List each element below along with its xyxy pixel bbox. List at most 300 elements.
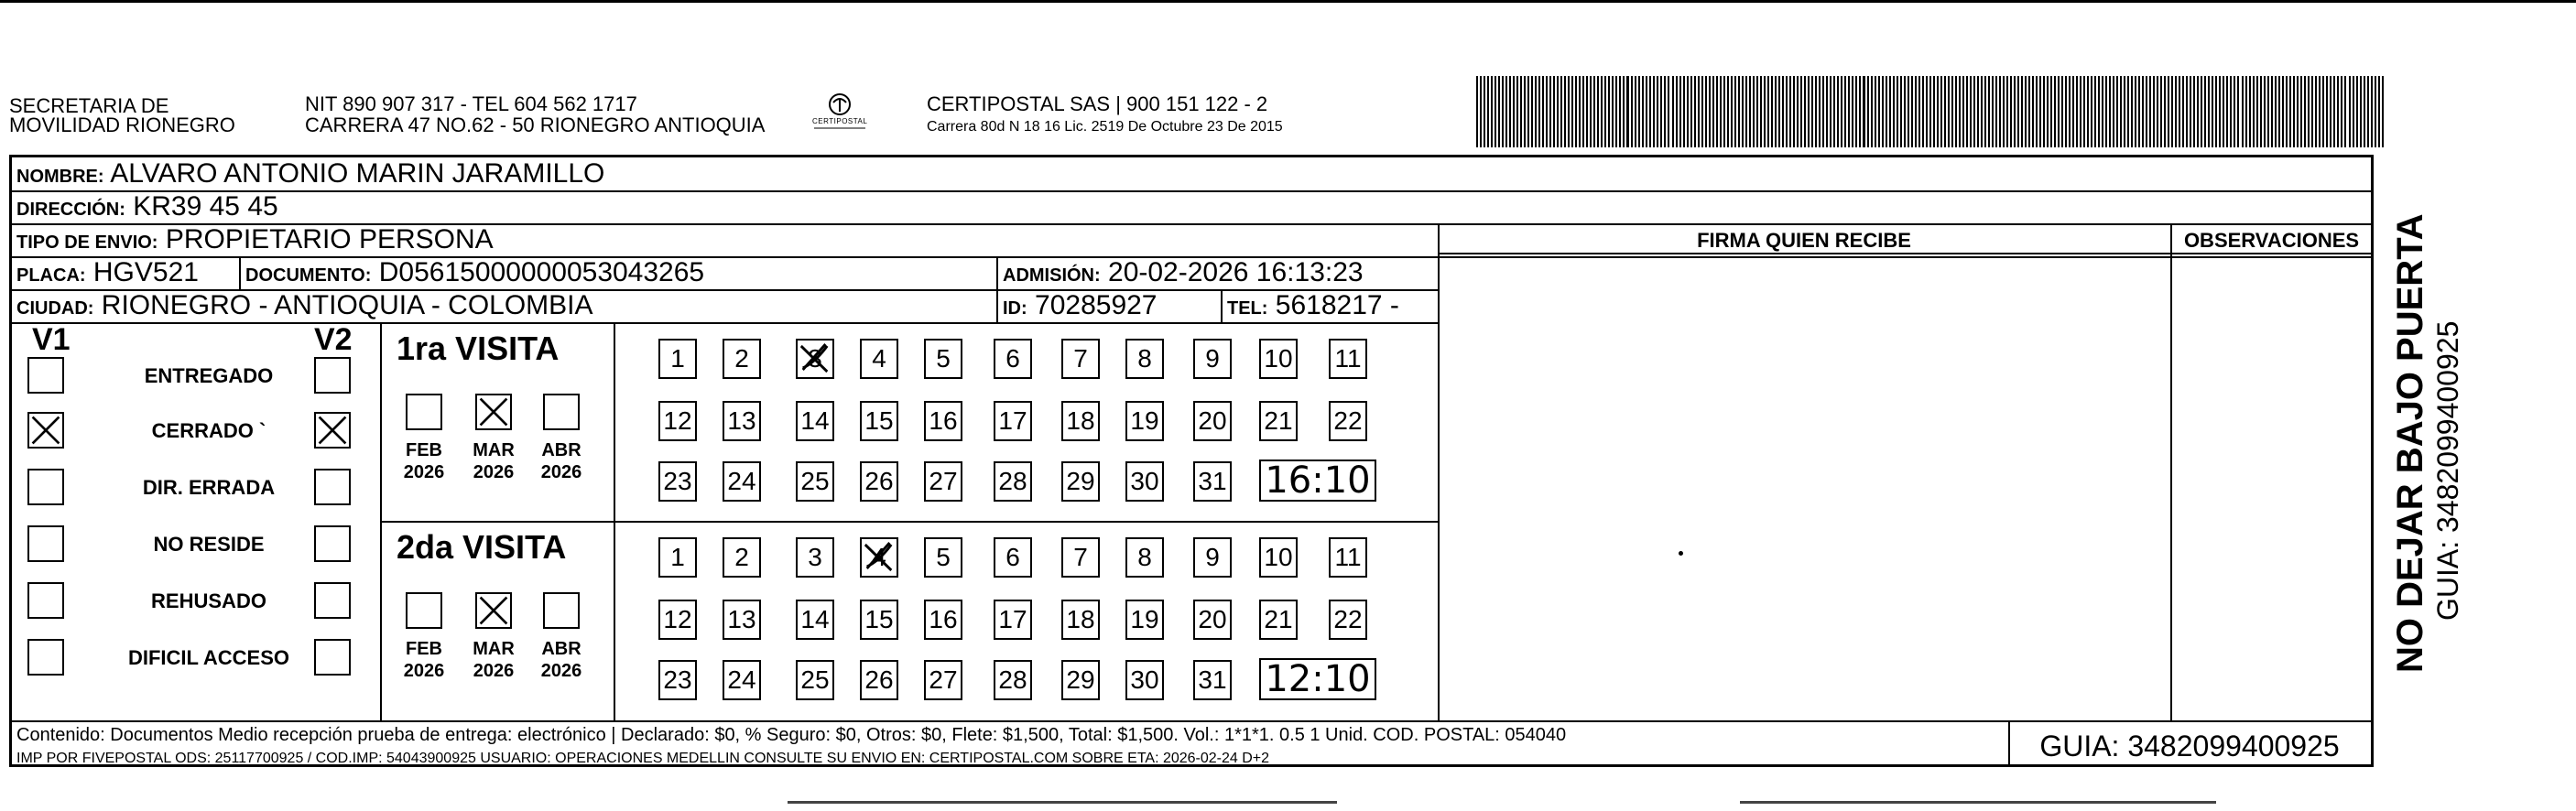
- month-checkbox[interactable]: [543, 592, 580, 629]
- day-box[interactable]: [1329, 401, 1367, 441]
- admision-label: ADMISIÓN:: [1003, 265, 1101, 286]
- barcode-bar: [2061, 76, 2063, 147]
- v1-checkbox[interactable]: [27, 639, 64, 676]
- month-checkbox[interactable]: [406, 394, 442, 430]
- barcode-bar: [1712, 76, 1714, 147]
- barcode-bar: [2102, 76, 2103, 147]
- org-name-line1: SECRETARIA DE: [9, 94, 169, 117]
- barcode-bar: [1553, 76, 1555, 147]
- ciudad-cell: [16, 291, 593, 323]
- barcode-bar: [2215, 76, 2217, 147]
- v1-checkbox[interactable]: [27, 469, 64, 505]
- v2-checkbox[interactable]: [314, 639, 351, 676]
- barcode-bar: [2127, 76, 2129, 147]
- day-box[interactable]: [723, 339, 761, 379]
- barcode-bar: [2201, 76, 2202, 147]
- day-number: 6: [1005, 543, 1020, 571]
- day-number: 11: [1334, 543, 1362, 571]
- barcode-bar: [2160, 76, 2162, 147]
- day-number: 3: [808, 344, 822, 373]
- day-box[interactable]: [723, 461, 761, 502]
- barcode-bar: [1660, 76, 1662, 147]
- barcode-bar: [1886, 76, 1887, 147]
- month-name: FEB: [406, 440, 442, 460]
- barcode-bar: [1657, 76, 1658, 147]
- barcode-bar: [1900, 76, 1902, 147]
- v1-checkbox[interactable]: [27, 357, 64, 394]
- direccion-row: [16, 192, 278, 224]
- firma-header: FIRMA QUIEN RECIBE: [1697, 229, 1911, 252]
- barcode-bar: [2186, 76, 2188, 147]
- day-number: 1: [670, 543, 685, 571]
- day-number: 24: [727, 467, 756, 495]
- barcode-bar: [1760, 76, 1762, 147]
- barcode-bar: [2271, 76, 2273, 147]
- day-box[interactable]: [723, 600, 761, 640]
- day-number: 19: [1130, 406, 1159, 435]
- v1-checkbox[interactable]: [27, 582, 64, 619]
- barcode-bar: [1808, 76, 1810, 147]
- barcode-bar: [2168, 76, 2169, 147]
- barcode-bar: [1977, 76, 1979, 147]
- observaciones-area[interactable]: [2173, 254, 2370, 719]
- day-number: 2: [734, 344, 749, 373]
- barcode-bar: [2039, 76, 2041, 147]
- barcode-bar: [1859, 76, 1861, 147]
- x-mark-icon: [316, 414, 349, 447]
- barcode-bar: [1560, 76, 1562, 147]
- barcode-bar: [1549, 76, 1551, 147]
- barcode-bar: [2113, 76, 2114, 147]
- day-number: 6: [1005, 344, 1020, 373]
- v2-checkbox[interactable]: [314, 469, 351, 505]
- barcode-bar: [2330, 76, 2331, 147]
- placa-cell: [16, 258, 199, 290]
- day-box[interactable]: [796, 537, 834, 578]
- barcode-bar: [1889, 76, 1891, 147]
- placa-value: HGV521: [92, 257, 199, 287]
- day-box[interactable]: [994, 401, 1032, 441]
- barcode-bar: [1837, 76, 1839, 147]
- handwritten-time: 16:10: [1259, 460, 1376, 502]
- day-number: 1: [670, 344, 685, 373]
- barcode-bar: [1586, 76, 1588, 147]
- barcode-bar: [2344, 76, 2346, 147]
- v1-checkbox[interactable]: [27, 525, 64, 562]
- barcode-bar: [1742, 76, 1744, 147]
- barcode-bar: [2242, 76, 2244, 147]
- day-box[interactable]: [860, 339, 898, 379]
- barcode-bar: [1531, 76, 1533, 147]
- day-number: 28: [998, 467, 1027, 495]
- day-box[interactable]: [1193, 339, 1232, 379]
- day-number: 9: [1205, 543, 1220, 571]
- barcode-bar: [1635, 76, 1636, 147]
- v1-checkbox[interactable]: [27, 412, 64, 449]
- visit-title: 1ra VISITA: [397, 330, 560, 367]
- barcode-bar: [1646, 76, 1647, 147]
- barcode-bar: [2069, 76, 2071, 147]
- day-box[interactable]: [658, 660, 697, 700]
- day-box[interactable]: [924, 537, 962, 578]
- day-number: 30: [1130, 665, 1159, 694]
- barcode-bar: [1727, 76, 1729, 147]
- barcode-bar: [2124, 76, 2125, 147]
- barcode-bar: [2109, 76, 2111, 147]
- barcode-bar: [1502, 76, 1504, 147]
- day-box[interactable]: [1193, 401, 1232, 441]
- ciudad-label: CIUDAD:: [16, 298, 94, 319]
- barcode-bar: [1668, 76, 1669, 147]
- barcode-bar: [1911, 76, 1913, 147]
- day-box[interactable]: [1193, 461, 1232, 502]
- barcode-bar: [2260, 76, 2262, 147]
- bottom-edge-line: [1740, 801, 2216, 804]
- barcode-bar: [2286, 76, 2288, 147]
- day-box[interactable]: [658, 537, 697, 578]
- barcode-bar: [1524, 76, 1526, 147]
- day-number: 12: [663, 605, 692, 633]
- month-checkbox[interactable]: [406, 592, 442, 629]
- barcode-bar: [1538, 76, 1540, 147]
- day-box[interactable]: [860, 401, 898, 441]
- nombre-label: NOMBRE:: [16, 167, 104, 187]
- day-number: 18: [1066, 406, 1095, 435]
- day-box[interactable]: [1125, 401, 1164, 441]
- barcode-bar: [2264, 76, 2266, 147]
- v2-header: V2: [314, 322, 353, 357]
- observaciones-header: OBSERVACIONES: [2183, 229, 2360, 252]
- barcode-bar: [1959, 76, 1961, 147]
- day-number: 28: [998, 665, 1027, 694]
- day-box[interactable]: [924, 600, 962, 640]
- direccion-value: KR39 45 45: [133, 191, 278, 222]
- day-number: 2: [734, 543, 749, 571]
- nombre-row: [16, 159, 604, 191]
- barcode-bar: [2025, 76, 2027, 147]
- cell-divider: [996, 256, 998, 322]
- day-box[interactable]: [1329, 600, 1367, 640]
- barcode-bar: [1738, 76, 1740, 147]
- barcode-bar: [1929, 76, 1931, 147]
- day-number: 7: [1073, 344, 1088, 373]
- day-box[interactable]: [1259, 600, 1298, 640]
- barcode-bar: [1852, 76, 1853, 147]
- day-box[interactable]: [1061, 461, 1100, 502]
- day-box[interactable]: [1329, 339, 1367, 379]
- barcode-bar: [1966, 76, 1968, 147]
- day-box[interactable]: [658, 600, 697, 640]
- barcode-bar: [2322, 76, 2324, 147]
- barcode-bar: [1973, 76, 1975, 147]
- day-box[interactable]: [1125, 537, 1164, 578]
- barcode-bar: [1992, 76, 1994, 147]
- barcode-bar: [2382, 76, 2384, 147]
- day-box[interactable]: [1125, 461, 1164, 502]
- footer-print-info: IMP POR FIVEPOSTAL ODS: 25117700925 / COD.IMP: 54043900925 USUARIO: OPERACIONES MEDELLIN CONSULTE SU ENVIO EN: CERTIPOSTAL.COM SOBRE ETA: 2026-02-24 D+2: [16, 751, 1270, 766]
- month-year: 2026: [540, 661, 582, 681]
- day-box[interactable]: [994, 339, 1032, 379]
- barcode-bar: [1904, 76, 1906, 147]
- day-number: 25: [800, 467, 830, 495]
- day-number: 8: [1137, 543, 1152, 571]
- day-number: 11: [1334, 344, 1362, 373]
- barcode-bar: [1970, 76, 1972, 147]
- barcode-bar: [2275, 76, 2277, 147]
- v2-checkbox[interactable]: [314, 582, 351, 619]
- barcode-bar: [1679, 76, 1681, 147]
- admision-value: 20-02-2026 16:13:23: [1108, 257, 1364, 287]
- barcode-bar: [2204, 76, 2206, 147]
- day-box[interactable]: [1125, 339, 1164, 379]
- barcode-bar: [2175, 76, 2177, 147]
- barcode-bar: [1811, 76, 1813, 147]
- month-year: 2026: [473, 462, 515, 482]
- barcode-bar: [2293, 76, 2295, 147]
- month-checkbox[interactable]: [475, 592, 512, 629]
- day-box[interactable]: [860, 660, 898, 700]
- barcode-bar: [1709, 76, 1711, 147]
- barcode: [1476, 76, 2387, 147]
- day-box[interactable]: [723, 537, 761, 578]
- barcode-bar: [2282, 76, 2284, 147]
- day-box[interactable]: [994, 461, 1032, 502]
- barcode-bar: [1897, 76, 1898, 147]
- barcode-bar: [2208, 76, 2210, 147]
- day-box[interactable]: [1259, 401, 1298, 441]
- barcode-bar: [2105, 76, 2107, 147]
- no-dejar-warning: NO DEJAR BAJO PUERTA: [2390, 213, 2430, 673]
- day-box[interactable]: [1061, 339, 1100, 379]
- day-box[interactable]: [1259, 339, 1298, 379]
- day-box[interactable]: [924, 401, 962, 441]
- barcode-bar: [1676, 76, 1678, 147]
- day-box[interactable]: [658, 339, 697, 379]
- barcode-bar: [1815, 76, 1817, 147]
- day-box[interactable]: [658, 401, 697, 441]
- barcode-bar: [1664, 76, 1666, 147]
- handwritten-time: 12:10: [1259, 658, 1376, 700]
- day-box[interactable]: [860, 461, 898, 502]
- day-box[interactable]: [796, 461, 834, 502]
- month-checkbox[interactable]: [543, 394, 580, 430]
- barcode-bar: [1933, 76, 1935, 147]
- barcode-bar: [1797, 76, 1799, 147]
- day-box[interactable]: [796, 600, 834, 640]
- x-mark-icon: [29, 414, 62, 447]
- barcode-bar: [1619, 76, 1621, 147]
- barcode-bar: [1863, 76, 1865, 147]
- barcode-bar: [2098, 76, 2100, 147]
- day-box[interactable]: [1259, 537, 1298, 578]
- visit-divider: [380, 521, 1438, 523]
- barcode-bar: [2149, 76, 2151, 147]
- barcode-bar: [2212, 76, 2213, 147]
- barcode-bar: [1999, 76, 2001, 147]
- day-number: 16: [929, 406, 958, 435]
- barcode-bar: [2249, 76, 2251, 147]
- barcode-bar: [2017, 76, 2019, 147]
- day-number: 21: [1264, 406, 1293, 435]
- day-box[interactable]: [1193, 537, 1232, 578]
- day-number: 18: [1066, 605, 1095, 633]
- day-number: 13: [727, 406, 756, 435]
- day-box[interactable]: [994, 537, 1032, 578]
- day-box[interactable]: [860, 600, 898, 640]
- month-name: ABR: [541, 440, 582, 460]
- day-box[interactable]: [796, 660, 834, 700]
- top-border-line: [0, 0, 2576, 3]
- day-number: 25: [800, 665, 830, 694]
- day-number: 4: [872, 344, 886, 373]
- address-line: CARRERA 47 NO.62 - 50 RIONEGRO ANTIOQUIA: [305, 114, 766, 136]
- barcode-bar: [1527, 76, 1529, 147]
- tel-value: 5618217 -: [1275, 290, 1399, 320]
- day-box[interactable]: [924, 660, 962, 700]
- day-box[interactable]: [1329, 537, 1367, 578]
- x-mark-icon: [862, 539, 897, 576]
- barcode-bar: [2364, 76, 2365, 147]
- barcode-bar: [1749, 76, 1751, 147]
- day-number: 31: [1198, 467, 1227, 495]
- barcode-bar: [2223, 76, 2224, 147]
- barcode-bar: [1764, 76, 1766, 147]
- barcode-bar: [1653, 76, 1655, 147]
- month-name: ABR: [541, 639, 582, 659]
- month-label: [466, 439, 521, 483]
- barcode-bar: [1513, 76, 1515, 147]
- month-name: MAR: [473, 440, 515, 460]
- day-box[interactable]: [1061, 537, 1100, 578]
- day-number: 22: [1333, 406, 1363, 435]
- v2-checkbox[interactable]: [314, 412, 351, 449]
- firma-signature-area[interactable]: [1440, 254, 2169, 719]
- x-mark-icon: [477, 395, 510, 428]
- barcode-bar: [1745, 76, 1747, 147]
- barcode-bar: [1705, 76, 1707, 147]
- day-number: 30: [1130, 467, 1159, 495]
- barcode-bar: [2267, 76, 2269, 147]
- barcode-bar: [1855, 76, 1857, 147]
- status-label: ENTREGADO: [144, 364, 274, 387]
- month-label: [534, 439, 589, 483]
- month-name: FEB: [406, 639, 442, 659]
- barcode-bar: [2353, 76, 2354, 147]
- barcode-bar: [2190, 76, 2191, 147]
- barcode-bar: [1756, 76, 1758, 147]
- side-guia: GUIA: 3482099400925: [2431, 320, 2464, 621]
- day-box[interactable]: [1061, 600, 1100, 640]
- day-number: 19: [1130, 605, 1159, 633]
- barcode-bar: [2230, 76, 2232, 147]
- carrier-line1: CERTIPOSTAL SAS | 900 151 122 - 2: [927, 92, 1268, 115]
- barcode-bar: [2315, 76, 2317, 147]
- barcode-bar: [1687, 76, 1689, 147]
- day-box[interactable]: [1193, 660, 1232, 700]
- day-box[interactable]: [1125, 660, 1164, 700]
- day-box[interactable]: [1193, 600, 1232, 640]
- day-number: 16: [929, 605, 958, 633]
- barcode-bar: [2058, 76, 2060, 147]
- barcode-bar: [2142, 76, 2144, 147]
- barcode-bar: [2135, 76, 2136, 147]
- barcode-bar: [1516, 76, 1518, 147]
- barcode-bar: [1484, 76, 1485, 147]
- barcode-bar: [2179, 76, 2180, 147]
- day-box[interactable]: [1061, 660, 1100, 700]
- day-box[interactable]: [994, 660, 1032, 700]
- day-number: 3: [808, 543, 822, 571]
- barcode-bar: [2076, 76, 2078, 147]
- day-box[interactable]: [994, 600, 1032, 640]
- day-box[interactable]: [924, 339, 962, 379]
- barcode-bar: [2197, 76, 2199, 147]
- barcode-bar: [1701, 76, 1703, 147]
- tipo-row: [16, 225, 494, 257]
- v2-checkbox[interactable]: [314, 525, 351, 562]
- barcode-bar: [1918, 76, 1920, 147]
- barcode-bar: [2087, 76, 2089, 147]
- barcode-bar: [2308, 76, 2310, 147]
- barcode-bar: [2378, 76, 2380, 147]
- documento-value: D05615000000053043265: [378, 257, 705, 287]
- barcode-bar: [1672, 76, 1674, 147]
- day-box[interactable]: [1125, 600, 1164, 640]
- day-number: 31: [1198, 665, 1227, 694]
- day-box[interactable]: [796, 401, 834, 441]
- barcode-bar: [2253, 76, 2255, 147]
- tel-label: TEL:: [1227, 298, 1268, 319]
- day-box[interactable]: [723, 660, 761, 700]
- day-box[interactable]: [658, 461, 697, 502]
- day-box[interactable]: [1061, 401, 1100, 441]
- x-mark-icon: [477, 594, 510, 627]
- day-number: 10: [1264, 344, 1293, 373]
- day-number: 21: [1264, 605, 1293, 633]
- barcode-bar: [1988, 76, 1990, 147]
- barcode-bar: [1520, 76, 1522, 147]
- barcode-bar: [2311, 76, 2313, 147]
- nombre-value: ALVARO ANTONIO MARIN JARAMILLO: [110, 158, 605, 189]
- day-number: 5: [936, 344, 951, 373]
- day-number: 12: [663, 406, 692, 435]
- barcode-bar: [1631, 76, 1633, 147]
- day-number: 23: [663, 665, 692, 694]
- day-box[interactable]: [860, 537, 898, 578]
- cell-divider: [1221, 289, 1223, 322]
- barcode-bar: [1819, 76, 1821, 147]
- barcode-bar: [1793, 76, 1795, 147]
- month-year: 2026: [403, 661, 445, 681]
- barcode-bar: [1800, 76, 1802, 147]
- barcode-bar: [2193, 76, 2195, 147]
- barcode-bar: [1789, 76, 1791, 147]
- status-label: REHUSADO: [151, 589, 266, 612]
- barcode-bar: [1882, 76, 1884, 147]
- day-box[interactable]: [723, 401, 761, 441]
- day-box[interactable]: [924, 461, 962, 502]
- barcode-bar: [1782, 76, 1784, 147]
- month-checkbox[interactable]: [475, 394, 512, 430]
- day-box[interactable]: [796, 339, 834, 379]
- month-label: [466, 638, 521, 682]
- barcode-bar: [1731, 76, 1733, 147]
- barcode-bar: [2047, 76, 2049, 147]
- status-label: DIR. ERRADA: [142, 476, 276, 499]
- day-number: 15: [864, 406, 894, 435]
- barcode-bar: [2006, 76, 2008, 147]
- v2-checkbox[interactable]: [314, 357, 351, 394]
